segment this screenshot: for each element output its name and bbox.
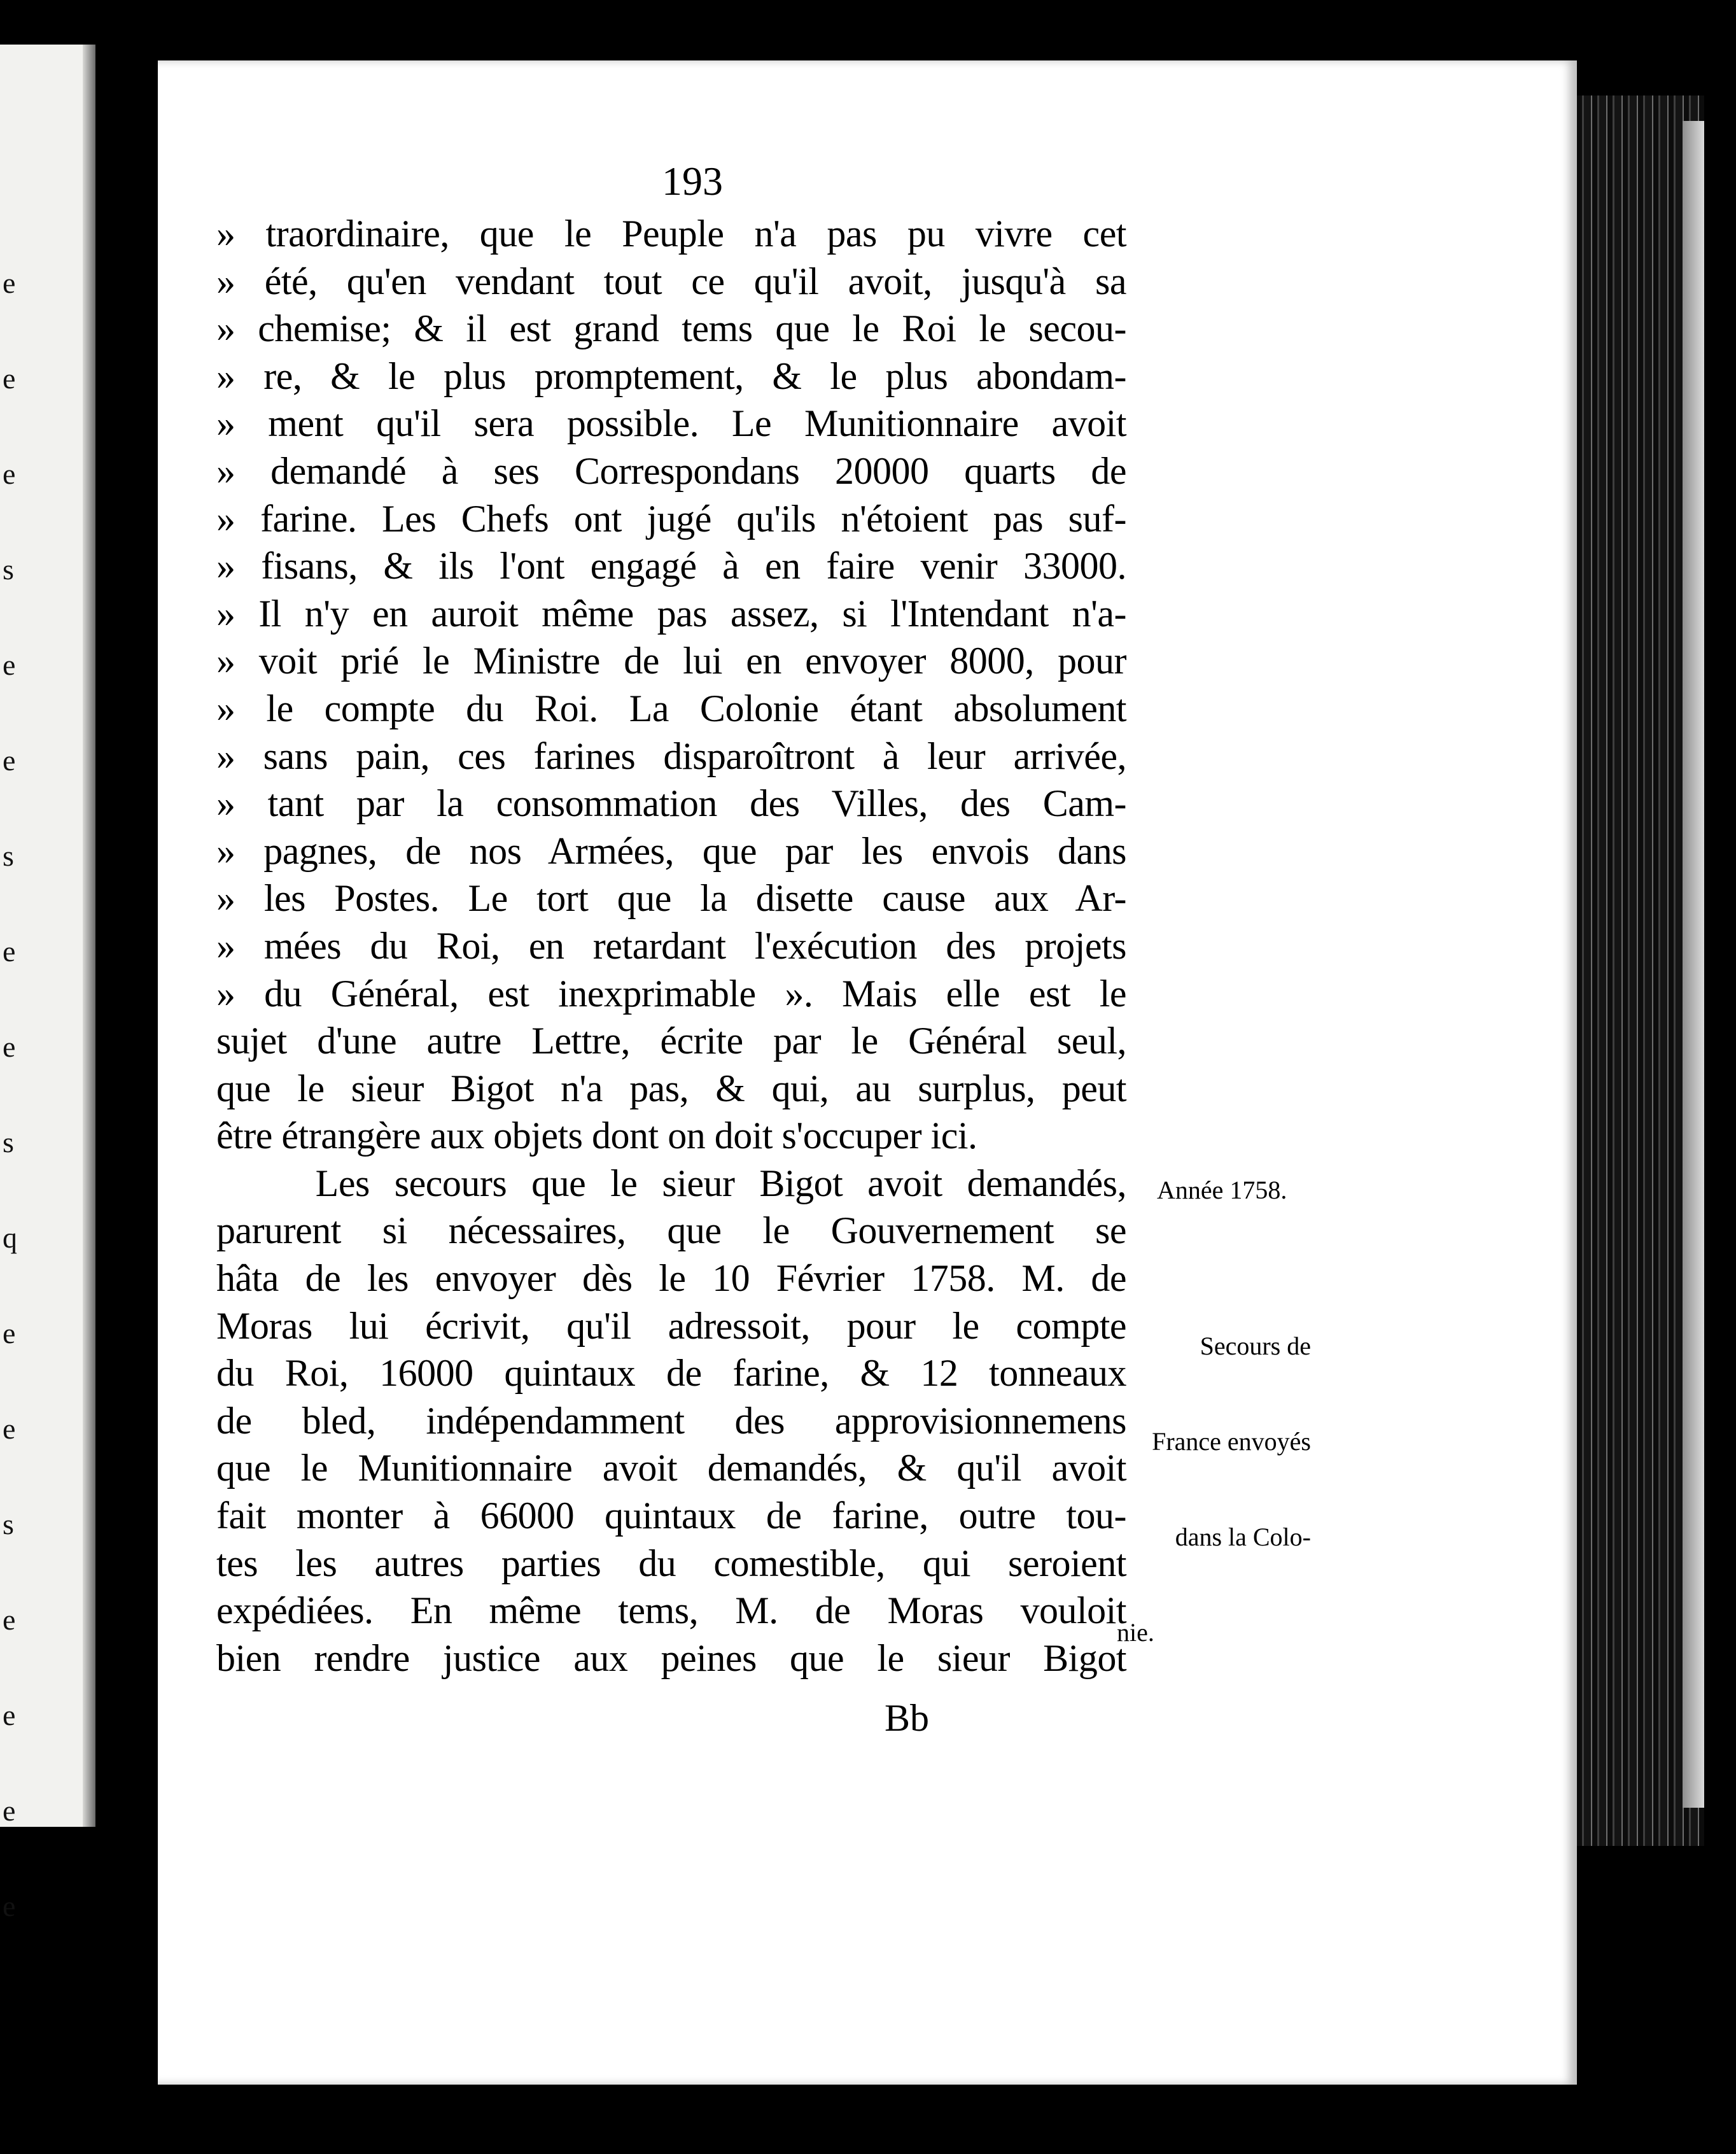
text-line: » le compte du Roi. La Colonie étant absolument <box>216 687 1126 729</box>
text-line: » tant par la consommation des Villes, des Cam- <box>216 782 1126 825</box>
text-line: » demandé à ses Correspondans 20000 quarts de <box>216 449 1126 492</box>
text-line: » re, & le plus promptement, & le plus abondam- <box>216 355 1126 397</box>
facing-page-glyph: e <box>3 458 16 490</box>
text-line: hâta de les envoyer dès le 10 Février 1758. M. de <box>216 1257 1126 1300</box>
text-line: » les Postes. Le tort que la disette cause aux Ar- <box>216 877 1126 920</box>
text-line: parurent si nécessaires, que le Gouvernement se <box>216 1209 1126 1252</box>
text-line: que le sieur Bigot n'a pas, & qui, au surplus, peut <box>216 1067 1126 1109</box>
facing-page-glyph: e <box>3 1794 16 1827</box>
facing-page-glyph: e <box>3 1603 16 1636</box>
text-line: » pagnes, de nos Armées, que par les envois dans <box>216 829 1126 872</box>
facing-page-glyph: e <box>3 362 16 395</box>
margin-note-line: nie. <box>1117 1618 1154 1647</box>
text-line: » ment qu'il sera possible. Le Munitionnaire avoit <box>216 402 1126 445</box>
text-line: Les secours que le sieur Bigot avoit demandés, <box>216 1162 1126 1204</box>
facing-page-glyph: e <box>3 649 16 681</box>
text-line: » été, qu'en vendant tout ce qu'il avoit, jusqu'à sa <box>216 260 1126 302</box>
margin-note-line: Secours de <box>1200 1332 1311 1360</box>
text-line: » farine. Les Chefs ont jugé qu'ils n'étoient pas suf- <box>216 497 1126 540</box>
facing-page-glyph: e <box>3 1412 16 1445</box>
facing-page-glyph: e <box>3 1031 16 1063</box>
text-line: fait monter à 66000 quintaux de farine, outre tou- <box>216 1495 1126 1537</box>
text-line: » mées du Roi, en retardant l'exécution des projets <box>216 924 1126 967</box>
text-line: » sans pain, ces farines disparoîtront à leur arrivée, <box>216 735 1126 777</box>
facing-page-glyph: s <box>3 840 14 872</box>
text-line: » Il n'y en auroit même pas assez, si l'Intendant n'a- <box>216 592 1126 635</box>
facing-page-glyph: e <box>3 1890 16 1922</box>
facing-page-glyph: s <box>3 1126 14 1158</box>
body-text <box>216 210 1126 1682</box>
margin-note-year: Année 1758. <box>1157 1176 1287 1204</box>
facing-page-glyph: s <box>3 1508 14 1540</box>
text-line: être étrangère aux objets dont on doit s'occuper ici. <box>216 1115 977 1157</box>
text-line: » traordinaire, que le Peuple n'a pas pu vivre cet <box>216 213 1126 255</box>
text-line: du Roi, 16000 quintaux de farine, & 12 tonneaux <box>216 1352 1126 1395</box>
text-line: » du Général, est inexprimable ». Mais elle est le <box>216 972 1126 1015</box>
facing-page-glyph: e <box>3 1317 16 1349</box>
margin-note-line: dans la Colo- <box>1175 1523 1311 1551</box>
facing-page-text-fragments <box>3 236 28 1954</box>
margin-note-secours <box>1117 1267 1311 1680</box>
facing-page-glyph: e <box>3 744 16 777</box>
text-line: bien rendre justice aux peines que le sieur Bigot <box>216 1637 1126 1679</box>
facing-page-edge <box>0 45 95 1922</box>
facing-page-glyph: e <box>3 935 16 968</box>
facing-page-glyph: s <box>3 553 14 586</box>
text-line: Moras lui écrivit, qu'il adressoit, pour le compte <box>216 1304 1126 1347</box>
facing-page-gutter <box>83 45 95 1827</box>
facing-page-glyph: e <box>3 267 16 299</box>
facing-page-glyph: q <box>3 1221 17 1254</box>
text-line: » fisans, & ils l'ont engagé à en faire venir 33000. <box>216 545 1126 588</box>
text-line: » voit prié le Ministre de lui en envoyer 8000, pour <box>216 640 1126 682</box>
text-line: que le Munitionnaire avoit demandés, & qu'il avoit <box>216 1447 1126 1489</box>
page-number: 193 <box>662 158 723 204</box>
facing-page-glyph: e <box>3 1699 16 1731</box>
book-fore-edge <box>1577 95 1704 1846</box>
catchword-signature: Bb <box>885 1697 930 1739</box>
text-line: » chemise; & il est grand tems que le Roi le secou- <box>216 307 1126 350</box>
text-line: de bled, indépendamment des approvisionnemens <box>216 1399 1126 1442</box>
text-line: tes les autres parties du comestible, qui seroient <box>216 1542 1126 1584</box>
text-line: sujet d'une autre Lettre, écrite par le Général seul, <box>216 1020 1126 1062</box>
text-line: expédiées. En même tems, M. de Moras vouloit <box>216 1589 1126 1632</box>
book-fore-edge-highlight <box>1683 121 1704 1808</box>
margin-note-line: France envoyés <box>1152 1427 1311 1456</box>
